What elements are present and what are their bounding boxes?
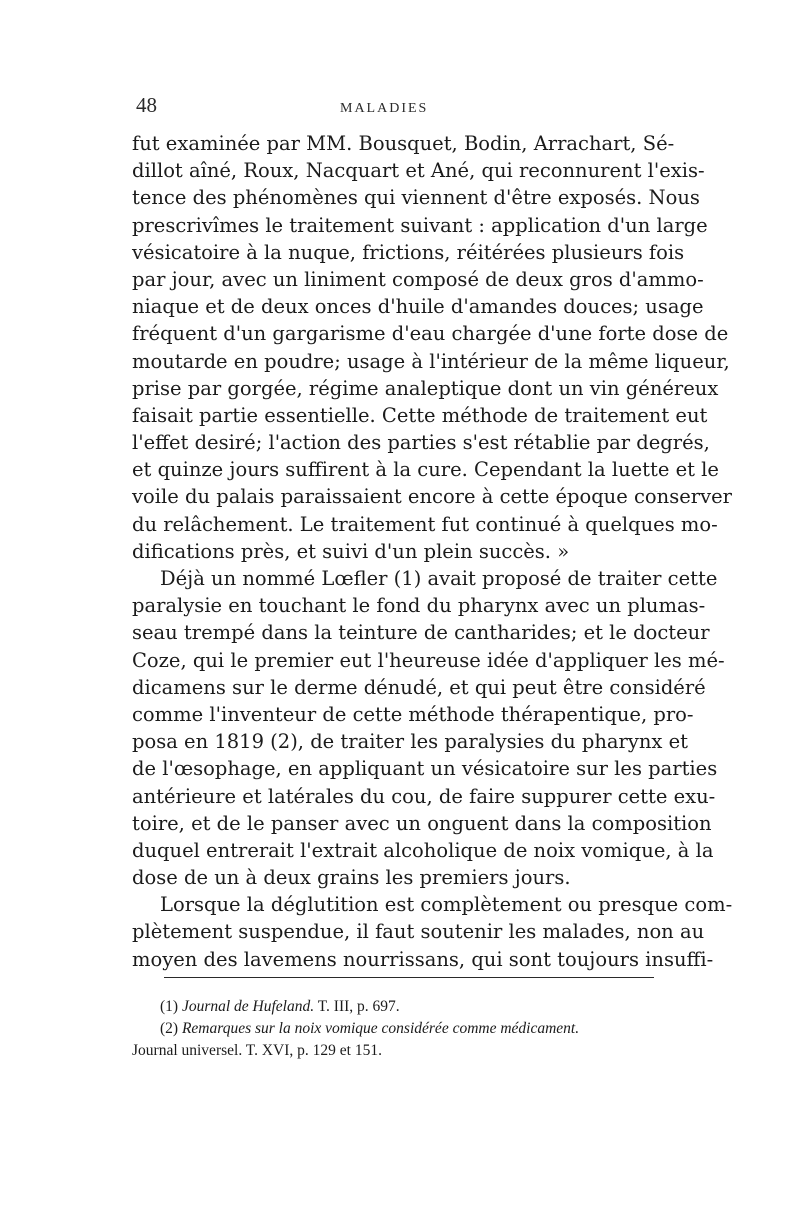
text-line: moutarde en poudre; usage à l'intérieur de la même liqueur, xyxy=(132,349,730,373)
footnote-marker: (1) xyxy=(160,998,179,1015)
text-line: par jour, avec un liniment composé de deux gros d'ammo- xyxy=(132,267,704,291)
text-line: difications près, et suivi d'un plein succès. » xyxy=(132,539,570,563)
text-line: du relâchement. Le traitement fut continué à quelques mo- xyxy=(132,512,718,536)
body-text xyxy=(132,130,733,973)
text-line: faisait partie essentielle. Cette méthode de traitement eut xyxy=(132,403,708,427)
text-line: tence des phénomènes qui viennent d'être exposés. Nous xyxy=(132,186,700,210)
text-line: posa en 1819 (2), de traiter les paralysies du pharynx et xyxy=(132,730,688,754)
footnote-reference: T. III, p. 697. xyxy=(317,998,400,1015)
footnote-rule xyxy=(164,977,654,978)
text-line: fut examinée par MM. Bousquet, Bodin, Arrachart, Sé- xyxy=(132,132,675,155)
text-line: paralysie en touchant le fond du pharynx avec un plumas- xyxy=(132,594,706,618)
footnote-title: Journal de Hufeland. xyxy=(181,998,315,1015)
text-line: comme l'inventeur de cette méthode thérapentique, pro- xyxy=(132,702,694,726)
text-line: Coze, qui le premier eut l'heureuse idée d'appliquer les mé- xyxy=(132,648,725,672)
text-line: prescrivîmes le traitement suivant : application d'un large xyxy=(132,213,708,237)
text-line: toire, et de le panser avec un onguent dans la composition xyxy=(132,811,712,835)
footnote-1 xyxy=(132,996,680,1018)
text-line: vésicatoire à la nuque, frictions, réitérées plusieurs fois xyxy=(132,240,685,264)
text-line: Lorsque la déglutition est complètement ou presque com- xyxy=(160,893,733,917)
text-line: prise par gorgée, régime analeptique dont un vin généreux xyxy=(132,376,719,400)
text-line: voile du palais paraissaient encore à cette époque conserver xyxy=(132,485,732,509)
footnote-marker: (2) xyxy=(160,1020,179,1037)
text-line: Déjà un nommé Lœfler (1) avait proposé de traiter cette xyxy=(160,567,718,590)
page-number: 48 xyxy=(136,93,157,117)
text-line: plètement suspendue, il faut soutenir les malades, non au xyxy=(132,920,705,944)
text-line: l'effet desiré; l'action des parties s'est rétablie par degrés, xyxy=(132,431,710,455)
text-line: dose de un à deux grains les premiers jours. xyxy=(132,866,571,890)
text-line: fréquent d'un gargarisme d'eau chargée d'une forte dose de xyxy=(132,322,729,346)
text-line: moyen des lavemens nourrissans, qui sont toujours insuffi- xyxy=(132,947,714,971)
footnote-title: Remarques sur la noix vomique considérée comme médicament. xyxy=(181,1020,580,1037)
text-line: seau trempé dans la teinture de cantharides; et le docteur xyxy=(132,621,710,645)
text-line: dicamens sur le derme dénudé, et qui peut être considéré xyxy=(132,675,706,699)
text-line: antérieure et latérales du cou, de faire suppurer cette exu- xyxy=(132,784,716,808)
text-line: dillot aîné, Roux, Nacquart et Ané, qui reconnurent l'exis- xyxy=(132,159,705,183)
footnotes xyxy=(132,996,680,1062)
running-title: MALADIES xyxy=(340,101,429,116)
text-line: niaque et de deux onces d'huile d'amandes douces; usage xyxy=(132,295,704,319)
text-line: de l'œsophage, en appliquant un vésicatoire sur les parties xyxy=(132,757,718,781)
footnote-2 xyxy=(132,1018,680,1040)
text-line: duquel entrerait l'extrait alcoholique de noix vomique, à la xyxy=(132,838,714,862)
text-line: et quinze jours suffirent à la cure. Cependant la luette et le xyxy=(132,458,719,482)
footnote-2-continuation: Journal universel. T. XVI, p. 129 et 151. xyxy=(132,1042,382,1059)
